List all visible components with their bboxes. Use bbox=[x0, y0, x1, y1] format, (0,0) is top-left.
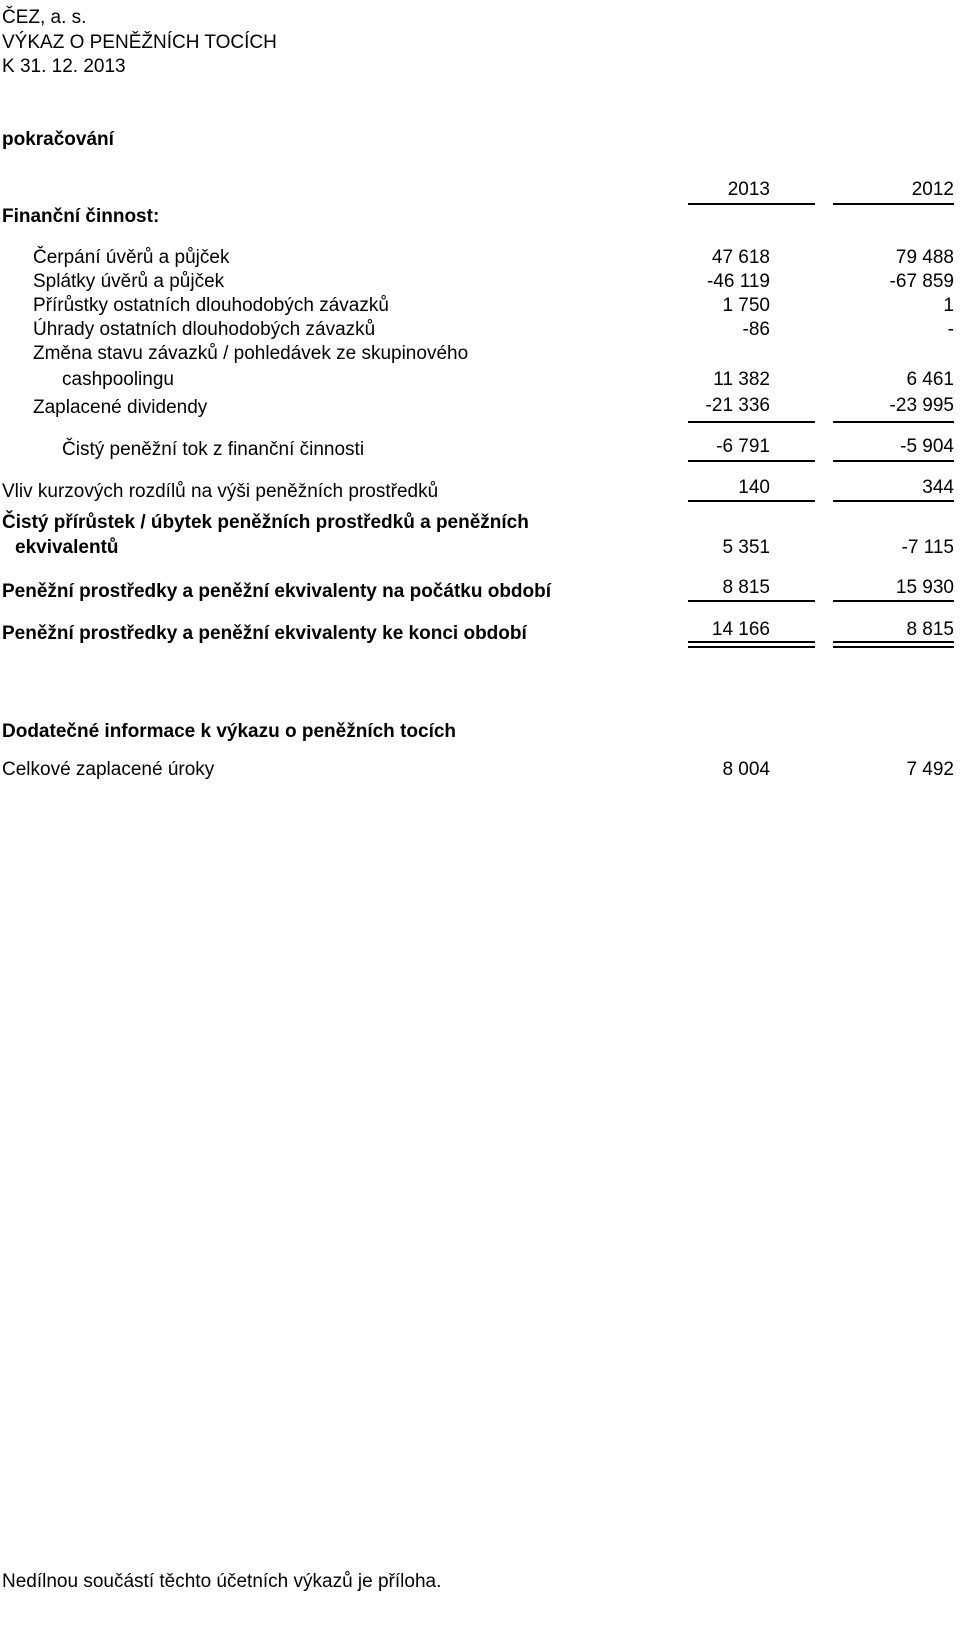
value-2013: 140 bbox=[738, 477, 770, 498]
value-2012: 6 461 bbox=[906, 369, 954, 390]
column-header-2013: 2013 bbox=[727, 179, 770, 200]
total-rule bbox=[833, 600, 954, 602]
value-2013: -86 bbox=[742, 319, 770, 340]
value-2012: - bbox=[947, 319, 954, 340]
continuation-label: pokračování bbox=[2, 129, 114, 150]
value-2012: -5 904 bbox=[900, 436, 954, 457]
row-label: Splátky úvěrů a půjček bbox=[33, 271, 225, 292]
value-2012: -23 995 bbox=[889, 395, 954, 416]
net-financing-label: Čistý peněžní tok z finanční činnosti bbox=[62, 439, 365, 460]
value-2013: -6 791 bbox=[716, 436, 770, 457]
column-header-2012: 2012 bbox=[911, 179, 954, 200]
row-label: Přírůstky ostatních dlouhodobých závazků bbox=[33, 295, 389, 316]
net-change-label: Čistý přírůstek / úbytek peněžních prostředků a peněžních bbox=[2, 512, 529, 533]
additional-info-heading: Dodatečné informace k výkazu o peněžních tocích bbox=[2, 721, 457, 742]
subtotal-rule bbox=[833, 421, 954, 423]
closing-balance-label: Peněžní prostředky a peněžní ekvivalenty ke konci období bbox=[2, 623, 527, 644]
value-2012: 7 492 bbox=[906, 759, 954, 780]
total-rule bbox=[688, 500, 815, 502]
value-2013: 8 815 bbox=[722, 577, 770, 598]
total-rule bbox=[688, 460, 815, 462]
opening-balance-label: Peněžní prostředky a peněžní ekvivalenty na počátku období bbox=[2, 581, 552, 602]
company-name: ČEZ, a. s. bbox=[2, 7, 87, 28]
statement-title: VÝKAZ O PENĚŽNÍCH TOCÍCH bbox=[2, 32, 277, 53]
value-2012: 344 bbox=[922, 477, 954, 498]
value-2012: 1 bbox=[943, 295, 954, 316]
row-label: Zaplacené dividendy bbox=[33, 397, 208, 418]
column-header-rule bbox=[688, 203, 815, 205]
subtotal-rule bbox=[688, 421, 815, 423]
value-2013: 8 004 bbox=[722, 759, 770, 780]
value-2012: -7 115 bbox=[901, 537, 954, 558]
double-underline bbox=[688, 641, 815, 648]
interest-paid-label: Celkové zaplacené úroky bbox=[2, 759, 215, 780]
total-rule bbox=[833, 500, 954, 502]
value-2012: 15 930 bbox=[895, 577, 954, 598]
value-2013: 1 750 bbox=[722, 295, 770, 316]
row-label-continued: cashpoolingu bbox=[62, 369, 174, 390]
total-rule bbox=[688, 600, 815, 602]
double-underline bbox=[833, 641, 954, 648]
value-2013: 14 166 bbox=[711, 619, 770, 640]
value-2012: 79 488 bbox=[895, 247, 954, 268]
value-2013: 5 351 bbox=[722, 537, 770, 558]
row-label: Změna stavu závazků / pohledávek ze skupinového bbox=[33, 343, 469, 364]
row-label: Čerpání úvěrů a půjček bbox=[33, 247, 230, 268]
column-header-rule bbox=[833, 203, 954, 205]
total-rule bbox=[833, 460, 954, 462]
value-2012: -67 859 bbox=[889, 271, 954, 292]
footer-note: Nedílnou součástí těchto účetních výkazů je příloha. bbox=[2, 1571, 442, 1592]
financing-heading: Finanční činnost: bbox=[2, 206, 160, 227]
value-2013: 11 382 bbox=[713, 369, 770, 390]
row-label: Úhrady ostatních dlouhodobých závazků bbox=[33, 319, 376, 340]
value-2013: 47 618 bbox=[711, 247, 770, 268]
fx-effect-label: Vliv kurzových rozdílů na výši peněžních prostředků bbox=[2, 481, 439, 502]
value-2013: -46 119 bbox=[706, 271, 770, 292]
value-2013: -21 336 bbox=[705, 395, 770, 416]
net-change-label-continued: ekvivalentů bbox=[15, 537, 119, 558]
value-2012: 8 815 bbox=[906, 619, 954, 640]
statement-date: K 31. 12. 2013 bbox=[2, 56, 126, 77]
